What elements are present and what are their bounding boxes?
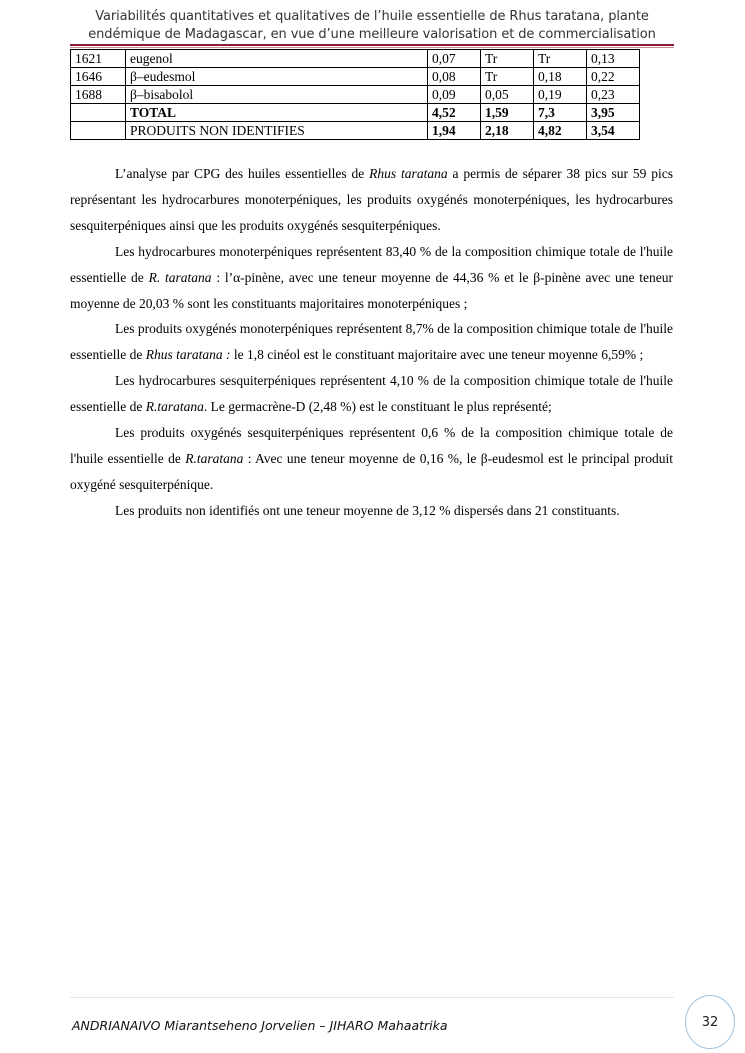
header-line-2: endémique de Madagascar, en vue d’une meilleure valorisation et de commercialisation [88, 27, 656, 42]
table-row [71, 86, 640, 104]
text-run: a permis de séparer 38 pics sur 59 pics représentant les hydrocarbures monoterpéniques, les produits oxygénés monoterpéniques, les hydrocarbures sesquiterpéniques ainsi que les produits oxygénés sesquiterpéniques. [70, 166, 673, 233]
value-cell: 0,05 [481, 86, 534, 104]
text-run: : l’α-pinène, avec une teneur moyenne de 44,36 % et le β-pinène avec une teneur moyenne de 20,03 % sont les constituants majoritaires monoterpéniques ; [70, 269, 673, 311]
body-text [70, 161, 673, 524]
paragraph [70, 368, 673, 420]
composition-table [70, 49, 640, 140]
species-name: R.taratana [145, 399, 204, 415]
value-cell: 0,23 [587, 86, 640, 104]
text-run: Les hydrocarbures monoterpéniques représentent 83,40 % de la composition chimique totale de l'huile essentielle de [70, 243, 673, 285]
compound-cell: eugenol [126, 50, 428, 68]
paragraph [70, 316, 673, 368]
page-number: 32 [685, 995, 735, 1049]
paragraph: Les produits non identifiés ont une teneur moyenne de 3,12 % dispersés dans 21 constituants. [115, 502, 620, 518]
compound-cell: β–bisabolol [126, 86, 428, 104]
paragraph [70, 239, 673, 317]
compound-cell: PRODUITS NON IDENTIFIES [126, 122, 428, 140]
text-run: L’analyse par CPG des huiles essentielles de [115, 166, 370, 181]
compound-cell: TOTAL [126, 104, 428, 122]
value-cell: 0,13 [587, 50, 640, 68]
text-run: le 1,8 cinéol est le constituant majoritaire avec une teneur moyenne 6,59% ; [230, 347, 644, 363]
ik-cell: 1646 [71, 68, 126, 86]
paragraph [70, 161, 673, 239]
value-cell: 0,09 [428, 86, 481, 104]
value-cell: 2,18 [481, 122, 534, 140]
value-cell: Tr [481, 50, 534, 68]
value-cell: 3,95 [587, 104, 640, 122]
species-name: Rhus taratana [369, 166, 448, 181]
species-name: R. taratana [148, 269, 212, 285]
total-row [71, 104, 640, 122]
ik-cell: 1688 [71, 86, 126, 104]
value-cell: 0,08 [428, 68, 481, 86]
value-cell: 1,94 [428, 122, 481, 140]
header-line-1: Variabilités quantitatives et qualitatives de l’huile essentielle de Rhus taratana, plante [95, 9, 649, 24]
compound-cell: β–eudesmol [126, 68, 428, 86]
value-cell: Tr [481, 68, 534, 86]
species-name: Rhus taratana : [145, 347, 231, 363]
table-row [71, 50, 640, 68]
footer-rule [70, 997, 674, 998]
text-run: Les hydrocarbures sesquiterpéniques représentent 4,10 % de la composition chimique totale de l'huile essentielle de [70, 373, 673, 415]
ik-cell [71, 104, 126, 122]
ik-cell [71, 122, 126, 140]
text-run: . Le germacrène-D (2,48 %) est le constituant le plus représenté; [203, 399, 552, 415]
running-header [66, 8, 678, 44]
value-cell: 4,82 [534, 122, 587, 140]
header-rule-secondary [70, 47, 674, 48]
species-name: R.taratana [185, 450, 244, 466]
ik-cell: 1621 [71, 50, 126, 68]
paragraph [70, 420, 673, 498]
unidentified-row [71, 122, 640, 140]
text-run: : Avec une teneur moyenne de 0,16 %, le β-eudesmol est le principal produit oxygéné sesquiterpénique. [70, 450, 673, 492]
footer-authors: ANDRIANAIVO Miarantseheno Jorvelien – JIHARO Mahaatrika [72, 1018, 448, 1033]
value-cell: Tr [534, 50, 587, 68]
text-run: Les produits oxygénés sesquiterpéniques représentent 0,6 % de la composition chimique totale de l'huile essentielle de [70, 425, 673, 466]
table-row [71, 68, 640, 86]
value-cell: 1,59 [481, 104, 534, 122]
value-cell: 3,54 [587, 122, 640, 140]
value-cell: 0,22 [587, 68, 640, 86]
value-cell: 0,19 [534, 86, 587, 104]
value-cell: 4,52 [428, 104, 481, 122]
value-cell: 0,18 [534, 68, 587, 86]
header-rule [70, 44, 674, 46]
value-cell: 0,07 [428, 50, 481, 68]
text-run: Les produits oxygénés monoterpéniques représentent 8,7% de la composition chimique totale de l'huile essentielle de [70, 321, 673, 363]
value-cell: 7,3 [534, 104, 587, 122]
